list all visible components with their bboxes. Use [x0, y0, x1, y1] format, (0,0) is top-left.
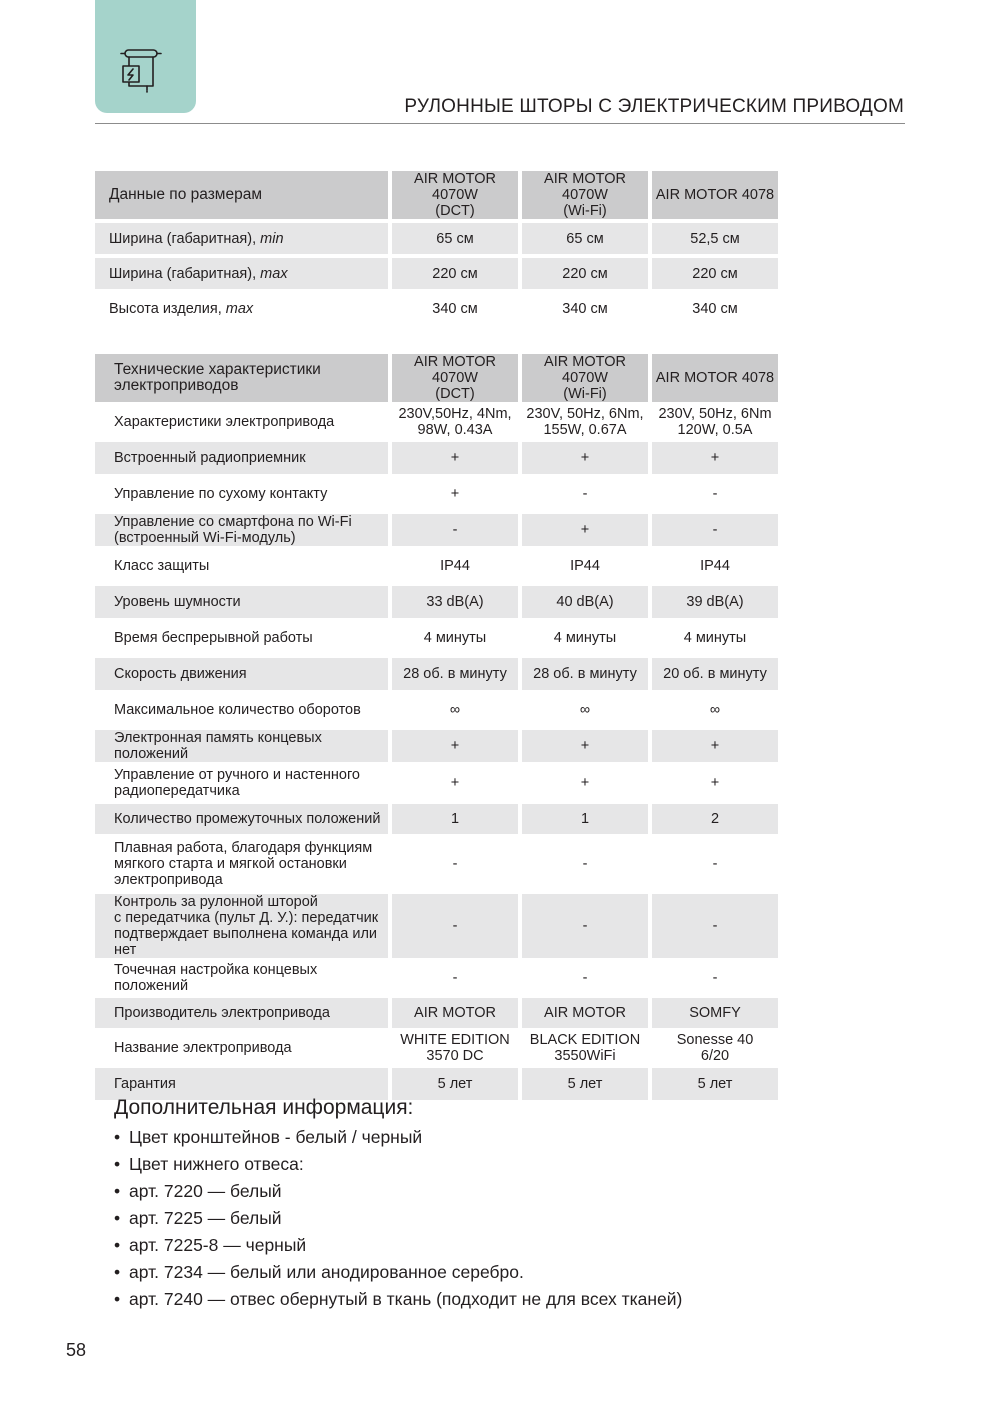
row-value	[392, 550, 518, 582]
row-value	[392, 478, 518, 510]
table-row	[95, 406, 778, 438]
row-value	[392, 730, 518, 762]
cell-line: Скорость движения	[114, 666, 247, 682]
row-value: 340 см	[692, 300, 738, 317]
cell-line: Встроенный радиоприемник	[114, 450, 306, 466]
cell-line: IP44	[700, 558, 730, 574]
cell-line: -	[582, 918, 588, 934]
table-row	[95, 804, 778, 834]
table-row	[95, 550, 778, 582]
cell-line: IP44	[570, 558, 600, 574]
additional-info-title: Дополнительная информация:	[114, 1096, 414, 1119]
cell-line: +	[450, 775, 460, 791]
cell-line: Точечная настройка концевых положений	[114, 962, 318, 994]
list-item-text: арт. 7225 — белый	[129, 1208, 282, 1228]
row-value	[652, 894, 778, 958]
row-value: 65 см	[522, 223, 648, 254]
table-row	[95, 694, 778, 726]
cell-line: 28 об. в минуту	[533, 666, 637, 682]
row-label	[95, 550, 388, 582]
table-header-row	[95, 354, 778, 402]
cell-line: -	[452, 970, 458, 986]
row-value	[522, 478, 648, 510]
table-header-model	[522, 354, 648, 402]
table-row	[95, 293, 778, 324]
row-label	[95, 694, 388, 726]
table-row	[95, 586, 778, 618]
row-value	[522, 442, 648, 474]
cell-line: Плавная работа, благодаря функциям	[114, 840, 373, 856]
row-value	[392, 894, 518, 958]
cell-line: (DCT)	[435, 203, 475, 219]
cell-line: 33 dB(A)	[426, 594, 484, 610]
row-value	[522, 838, 648, 890]
row-value	[652, 442, 778, 474]
cell-line: ∞	[449, 702, 461, 718]
table-row	[95, 514, 778, 546]
cell-line: BLACK EDITION	[529, 1032, 641, 1048]
row-value	[522, 1032, 648, 1064]
table-header-label	[95, 354, 388, 402]
header-title: РУЛОННЫЕ ШТОРЫ С ЭЛЕКТРИЧЕСКИМ ПРИВОДОМ	[404, 96, 904, 117]
table-row	[95, 894, 778, 958]
list-item	[114, 1153, 682, 1180]
cell-line: (Wi-Fi)	[563, 203, 607, 219]
table-header-model	[522, 171, 648, 219]
table-row	[95, 478, 778, 510]
cell-line: 1	[450, 811, 460, 827]
row-label	[95, 658, 388, 690]
cell-line: 1	[580, 811, 590, 827]
cell-line: 230V, 50Hz, 6Nm,	[526, 406, 644, 422]
table-header-row	[95, 171, 778, 219]
cell-line: ∞	[709, 702, 721, 718]
cell-line: 4 минуты	[683, 630, 747, 646]
cell-line: +	[580, 450, 590, 466]
list-item-text: арт. 7220 — белый	[129, 1181, 282, 1201]
cell-line: Управление со смартфона по Wi-Fi	[114, 514, 352, 530]
row-value	[652, 550, 778, 582]
cell-line: AIR MOTOR	[544, 1005, 626, 1021]
row-label	[95, 622, 388, 654]
row-value	[522, 894, 648, 958]
cell-line: радиопередатчика	[114, 783, 240, 799]
row-value	[392, 586, 518, 618]
row-label	[95, 478, 388, 510]
cell-line: 5 лет	[567, 1076, 603, 1092]
tech-specs-table	[95, 350, 778, 1104]
row-value	[522, 694, 648, 726]
bullet: •	[114, 1181, 121, 1201]
cell-line: Гарантия	[114, 1076, 176, 1092]
cell-line: +	[450, 450, 460, 466]
row-value	[522, 766, 648, 800]
row-value	[522, 1068, 648, 1100]
list-item	[114, 1234, 682, 1261]
list-item	[114, 1180, 682, 1207]
cell-line: (Wi-Fi)	[563, 386, 607, 402]
list-item	[114, 1126, 682, 1153]
row-value	[652, 478, 778, 510]
row-label	[95, 442, 388, 474]
cell-line: -	[452, 856, 458, 872]
row-value	[652, 730, 778, 762]
table-header-label	[95, 171, 388, 219]
cell-line: (DCT)	[435, 386, 475, 402]
cell-line: 20 об. в минуту	[663, 666, 767, 682]
table-row	[95, 730, 778, 762]
row-value	[522, 622, 648, 654]
row-label-text: Ширина (габаритная),	[109, 230, 261, 247]
cell-line: AIR MOTOR 4078	[655, 370, 775, 386]
cell-line: Электронная память концевых положений	[114, 730, 322, 762]
row-value	[392, 962, 518, 994]
cell-line: электроприводов	[114, 377, 239, 394]
row-label	[95, 223, 388, 254]
cell-line: WHITE EDITION	[400, 1032, 510, 1048]
cell-line: 4 минуты	[553, 630, 617, 646]
cell-line: AIR MOTOR 4070W	[414, 171, 496, 203]
row-label	[95, 998, 388, 1028]
row-value	[392, 658, 518, 690]
cell-line: электропривода	[114, 872, 223, 888]
row-value	[392, 998, 518, 1028]
cell-line: Название электропривода	[114, 1040, 292, 1056]
cell-line: -	[582, 486, 588, 502]
row-label	[95, 514, 388, 546]
cell-line: -	[712, 856, 718, 872]
row-value	[652, 962, 778, 994]
row-value	[392, 766, 518, 800]
cell-line: мягкого старта и мягкой остановки	[114, 856, 347, 872]
cell-line: 5 лет	[437, 1076, 473, 1092]
cell-line: Количество промежуточных положений	[114, 811, 381, 827]
row-label-unit: max	[260, 265, 288, 282]
row-value: 340 см	[432, 300, 478, 317]
row-label	[95, 894, 388, 958]
row-label-text: Ширина (габаритная),	[109, 265, 261, 282]
row-value	[652, 838, 778, 890]
bullet: •	[114, 1208, 121, 1228]
cell-line: AIR MOTOR 4070W	[414, 354, 496, 386]
table-row	[95, 838, 778, 890]
cell-line: 4 минуты	[423, 630, 487, 646]
row-value	[652, 658, 778, 690]
table-row	[95, 622, 778, 654]
table-row	[95, 1032, 778, 1064]
table-row	[95, 258, 778, 289]
row-value	[652, 1032, 778, 1064]
cell-line: 230V, 50Hz, 6Nm	[658, 406, 772, 422]
row-value	[652, 406, 778, 438]
cell-line: IP44	[440, 558, 470, 574]
bullet: •	[114, 1235, 121, 1255]
list-item	[114, 1207, 682, 1234]
row-value	[652, 1068, 778, 1100]
row-value	[652, 694, 778, 726]
row-value	[652, 766, 778, 800]
row-label-unit: max	[225, 300, 254, 317]
row-value	[522, 804, 648, 834]
additional-info-list	[114, 1126, 682, 1315]
bullet: •	[114, 1154, 121, 1174]
table-row	[95, 223, 778, 254]
cell-line: 230V,50Hz, 4Nm,	[398, 406, 512, 422]
bullet: •	[114, 1127, 121, 1147]
row-value	[392, 514, 518, 546]
table-row	[95, 766, 778, 800]
list-item	[114, 1288, 682, 1315]
header-divider	[95, 123, 905, 124]
cell-line: AIR MOTOR 4078	[655, 187, 775, 203]
cell-line: -	[582, 970, 588, 986]
row-value	[392, 442, 518, 474]
cell-line: 120W, 0.5A	[677, 422, 753, 438]
row-value	[652, 998, 778, 1028]
section-tab	[95, 0, 196, 113]
cell-line: 155W, 0.67A	[543, 422, 627, 438]
cell-line: Технические характеристики	[114, 361, 321, 378]
row-value	[522, 998, 648, 1028]
row-value	[392, 804, 518, 834]
cell-line: +	[710, 775, 720, 791]
cell-line: AIR MOTOR 4070W	[544, 171, 626, 203]
cell-line: 5 лет	[697, 1076, 733, 1092]
list-item-text: Цвет кронштейнов - белый / черный	[129, 1127, 423, 1147]
size-table	[95, 167, 778, 328]
table-row	[95, 962, 778, 994]
cell-line: Sonesse 40	[676, 1032, 754, 1048]
cell-line: -	[582, 856, 588, 872]
row-value: 220 см	[522, 258, 648, 289]
cell-line: Класс защиты	[114, 558, 210, 574]
list-item	[114, 1261, 682, 1288]
cell-line: -	[712, 522, 718, 538]
row-label	[95, 258, 388, 289]
cell-line: +	[580, 775, 590, 791]
table-row	[95, 658, 778, 690]
cell-line: +	[580, 522, 590, 538]
cell-line: Управление по сухому контакту	[114, 486, 328, 502]
cell-line: 2	[710, 811, 720, 827]
page-number: 58	[66, 1340, 87, 1360]
row-label	[95, 962, 388, 994]
cell-line: 98W, 0.43A	[417, 422, 493, 438]
table-header-model	[652, 171, 778, 219]
row-value: 340 см	[562, 300, 608, 317]
list-item-text: арт. 7234 — белый или анодированное серебро.	[129, 1262, 524, 1282]
row-value	[522, 406, 648, 438]
cell-line: -	[712, 486, 718, 502]
row-value: 220 см	[392, 258, 518, 289]
cell-line: -	[452, 918, 458, 934]
cell-line: SOMFY	[689, 1005, 741, 1021]
row-value	[652, 622, 778, 654]
row-value	[522, 550, 648, 582]
cell-line: AIR MOTOR	[414, 1005, 496, 1021]
row-value: 65 см	[392, 223, 518, 254]
cell-line: Максимальное количество оборотов	[114, 702, 361, 718]
list-item-text: арт. 7240 — отвес обернутый в ткань (подходит не для всех тканей)	[129, 1289, 683, 1309]
row-label	[95, 1032, 388, 1064]
bullet: •	[114, 1289, 121, 1309]
cell-line: Уровень шумности	[114, 594, 241, 610]
cell-line: 28 об. в минуту	[403, 666, 507, 682]
cell-line: 6/20	[700, 1048, 730, 1064]
row-value	[652, 514, 778, 546]
row-label	[95, 766, 388, 800]
cell-line: (встроенный Wi-Fi-модуль)	[114, 530, 296, 546]
cell-line: 3550WiFi	[554, 1048, 616, 1064]
cell-line: +	[710, 450, 720, 466]
row-label-text: Высота изделия,	[109, 300, 226, 317]
cell-line: 40 dB(A)	[556, 594, 614, 610]
cell-line: -	[712, 918, 718, 934]
list-item-text: арт. 7225-8 — черный	[129, 1235, 307, 1255]
cell-line: -	[712, 970, 718, 986]
row-label	[95, 586, 388, 618]
row-value	[392, 406, 518, 438]
row-value	[522, 658, 648, 690]
cell-line: Время беспрерывной работы	[114, 630, 313, 646]
row-value: 52,5 см	[652, 223, 778, 254]
row-value	[522, 514, 648, 546]
row-label	[95, 293, 388, 324]
row-label-unit: min	[260, 230, 284, 247]
table-header-model	[652, 354, 778, 402]
table-row	[95, 442, 778, 474]
list-item-text: Цвет нижнего отвеса:	[129, 1154, 304, 1174]
row-label	[95, 804, 388, 834]
row-value: 220 см	[652, 258, 778, 289]
cell-line: +	[710, 738, 720, 754]
cell-line: AIR MOTOR 4070W	[544, 354, 626, 386]
table-header-model	[392, 354, 518, 402]
cell-line: Характеристики электропривода	[114, 414, 335, 430]
row-value	[522, 586, 648, 618]
cell-line: +	[580, 738, 590, 754]
cell-line: 39 dB(A)	[686, 594, 744, 610]
cell-line: с передатчика (пульт Д. У.): передатчик	[114, 910, 379, 926]
cell-line: +	[450, 738, 460, 754]
cell-line: +	[450, 486, 460, 502]
table-row	[95, 998, 778, 1028]
row-value	[392, 694, 518, 726]
row-value	[652, 586, 778, 618]
cell-line: -	[452, 522, 458, 538]
cell-line: Управление от ручного и настенного	[114, 767, 360, 783]
table-header-model	[392, 171, 518, 219]
row-value	[522, 962, 648, 994]
cell-line: Производитель электропривода	[114, 1005, 330, 1021]
cell-line: Данные по размерам	[109, 186, 262, 203]
cell-line: Контроль за рулонной шторой	[114, 894, 318, 910]
bullet: •	[114, 1262, 121, 1282]
cell-line: 3570 DC	[426, 1048, 484, 1064]
row-label	[95, 406, 388, 438]
cell-line: подтверждает выполнена команда или нет	[114, 926, 378, 958]
row-value	[392, 622, 518, 654]
row-value	[392, 838, 518, 890]
motor-blind-icon	[119, 44, 163, 94]
row-value	[522, 730, 648, 762]
row-label	[95, 838, 388, 890]
row-value	[652, 804, 778, 834]
row-value	[392, 1032, 518, 1064]
row-label	[95, 730, 388, 762]
cell-line: ∞	[579, 702, 591, 718]
